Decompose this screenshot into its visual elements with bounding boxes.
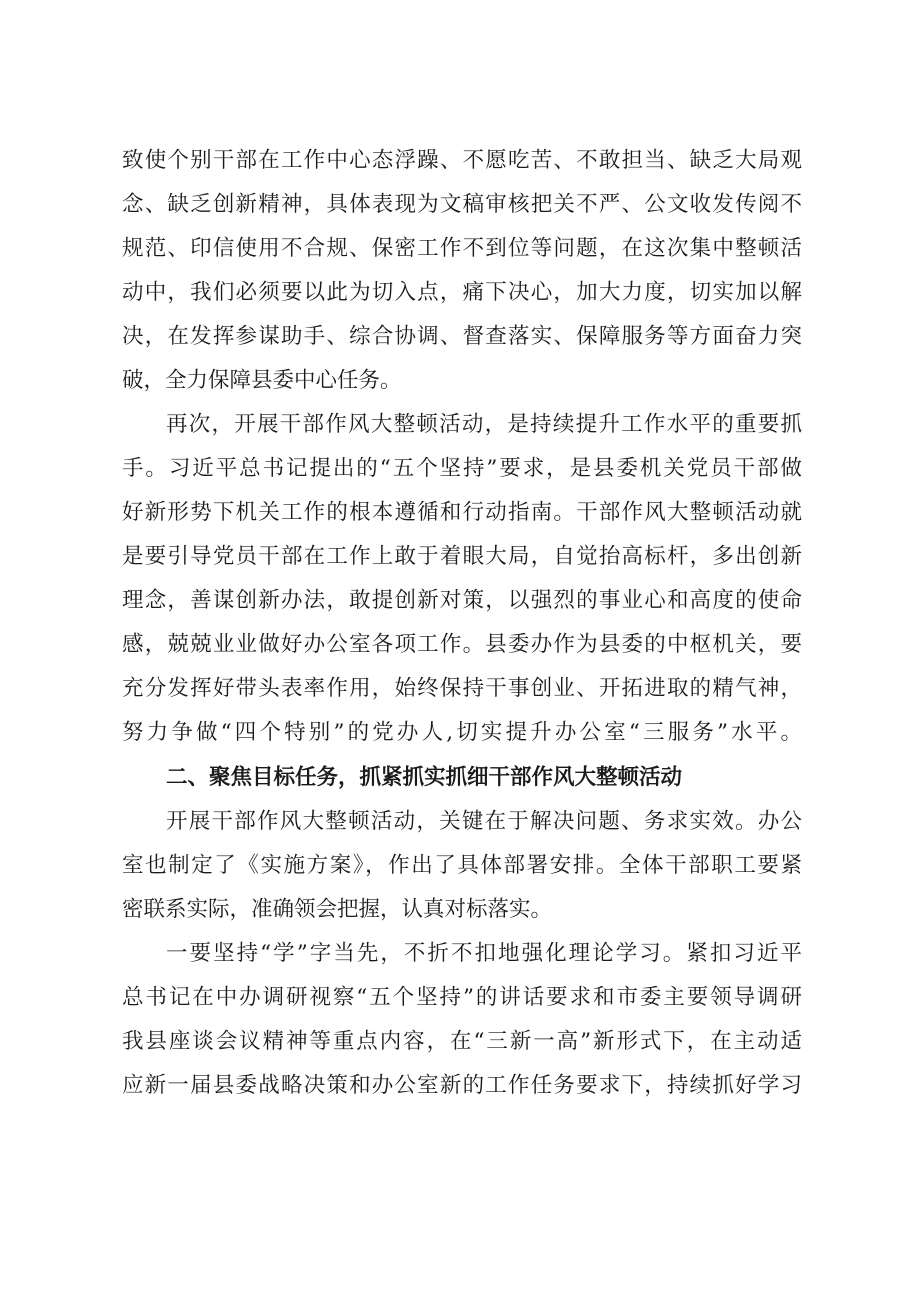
paragraph-first-line: 一要坚持“学”字当先，不折不扣地强化理论学习。紧扣习近平 [166,941,802,966]
body-line: 好新形势下机关工作的根本遵循和行动指南。干部作风大整顿活动就 [122,500,802,525]
section-heading: 二、聚焦目标任务，抓紧抓实抓细干部作风大整顿活动 [166,765,683,790]
body-line: 念、缺乏创新精神，具体表现为文稿审核把关不严、公文收发传阅不 [122,192,802,217]
body-line: 致使个别干部在工作中心态浮躁、不愿吃苦、不敢担当、缺乏大局观 [122,148,802,173]
body-line: 总书记在中办调研视察“五个坚持”的讲话要求和市委主要领导调研 [122,985,802,1010]
body-line: 努力争做“四个特别”的党办人,切实提升办公室“三服务”水平。 [122,720,802,745]
paragraph-first-line: 再次，开展干部作风大整顿活动，是持续提升工作水平的重要抓 [166,412,802,437]
body-line: 充分发挥好带头表率作用，始终保持干事创业、开拓进取的精气神， [122,676,802,701]
body-line: 理念，善谋创新办法，敢提创新对策，以强烈的事业心和高度的使命 [122,588,802,613]
body-line: 应新一届县委战略决策和办公室新的工作任务要求下，持续抓好学习 [122,1073,802,1098]
body-line: 我县座谈会议精神等重点内容，在“三新一高”新形式下，在主动适 [122,1029,802,1054]
body-line: 动中，我们必须要以此为切入点，痛下决心，加大力度，切实加以解 [122,280,802,305]
body-line: 破，全力保障县委中心任务。 [122,368,402,393]
body-line: 室也制定了《实施方案》，作出了具体部署安排。全体干部职工要紧 [122,853,802,878]
body-line: 决，在发挥参谋助手、综合协调、督查落实、保障服务等方面奋力突 [122,324,802,349]
body-line: 是要引导党员干部在工作上敢于着眼大局，自觉抬高标杆，多出创新 [122,544,802,569]
body-line: 感，兢兢业业做好办公室各项工作。县委办作为县委的中枢机关，要 [122,632,802,657]
body-line: 手。习近平总书记提出的“五个坚持”要求，是县委机关党员干部做 [122,456,802,481]
paragraph-first-line: 开展干部作风大整顿活动，关键在于解决问题、务求实效。办公 [166,809,802,834]
body-line: 规范、印信使用不合规、保密工作不到位等问题，在这次集中整顿活 [122,236,802,261]
body-line: 密联系实际，准确领会把握，认真对标落实。 [122,897,553,922]
